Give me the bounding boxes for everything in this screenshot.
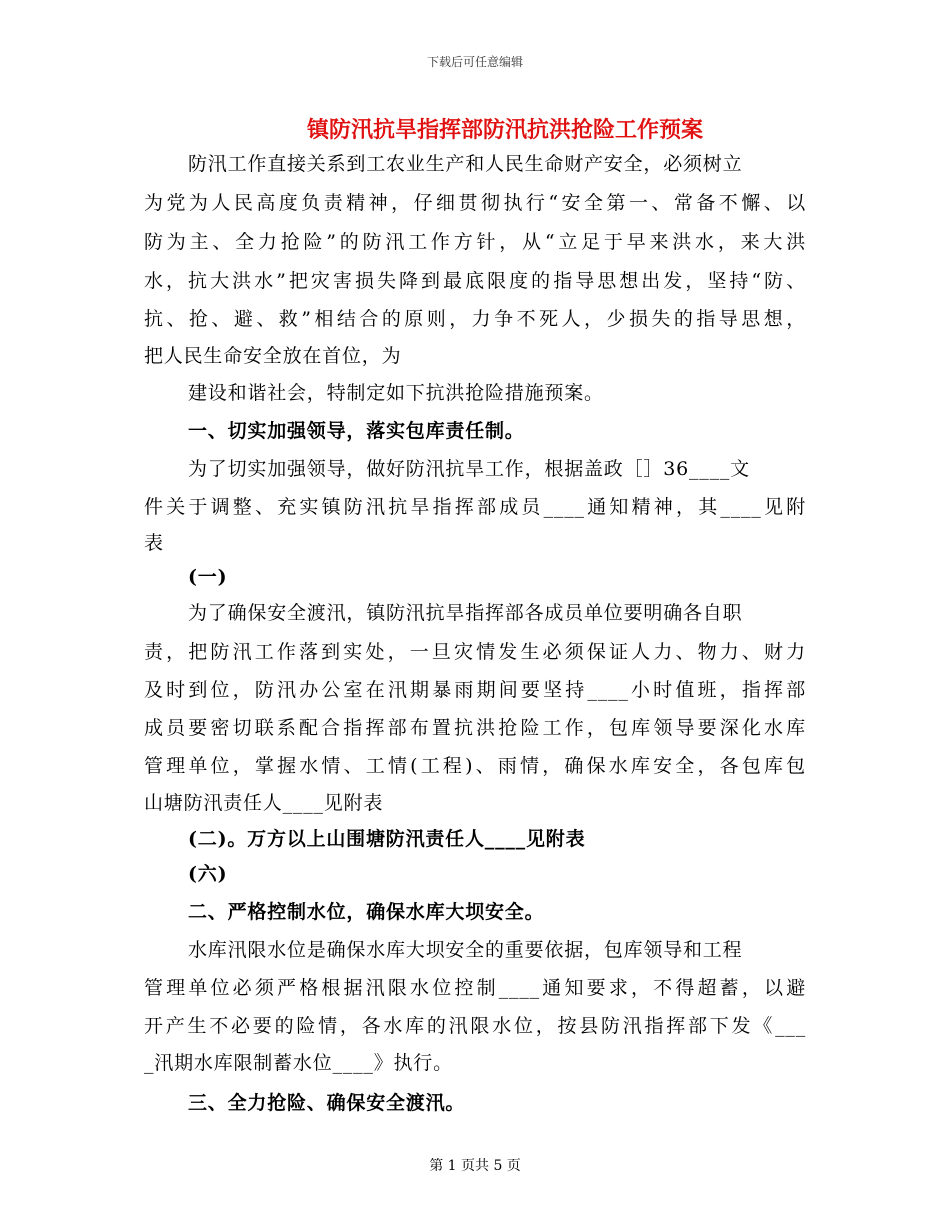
section-heading: 三、全力抢险、确保安全渡汛。 bbox=[188, 1092, 466, 1114]
section-heading: 一、切实加强领导，落实包库责任制。 bbox=[188, 420, 525, 442]
paragraph-line: 成员要密切联系配合指挥部布置抗洪抢险工作，包库领导要深化水库 bbox=[144, 717, 806, 739]
paragraph-line: 抗、抢、避、救”相结合的原则，力争不死人，少损失的指导思想， bbox=[144, 308, 806, 330]
paragraph-line: 把人民生命安全放在首位，为 bbox=[144, 345, 402, 367]
paragraph-line: 防汛工作直接关系到工农业生产和人民生命财产安全，必须树立 bbox=[188, 153, 743, 175]
paragraph-line: 为了切实加强领导，做好防汛抗旱工作，根据盖政［］36____文 bbox=[188, 458, 750, 480]
paragraph-line: 水库汛限水位是确保水库大坝安全的重要依据，包库领导和工程 bbox=[188, 939, 743, 961]
subsection-heading: (二)。万方以上山围塘防汛责任人____见附表 bbox=[188, 828, 586, 850]
paragraph-line: _汛期水库限制蓄水位____》执行。 bbox=[144, 1052, 453, 1074]
page-header: 下载后可任意编辑 bbox=[426, 55, 523, 69]
paragraph-line: 开产生不必要的险情，各水库的汛限水位，按县防汛指挥部下发《___ bbox=[144, 1015, 806, 1037]
paragraph-line: 建设和谐社会，特制定如下抗洪抢险措施预案。 bbox=[188, 382, 604, 404]
page-footer: 第 1 页共 5 页 bbox=[429, 1158, 521, 1174]
document-title: 镇防汛抗旱指挥部防汛抗洪抢险工作预案 bbox=[306, 117, 703, 143]
paragraph-line: 责，把防汛工作落到实处，一旦灾情发生必须保证人力、物力、财力 bbox=[144, 641, 806, 663]
paragraph-line: 及时到位，防汛办公室在汛期暴雨期间要坚持____小时值班，指挥部 bbox=[144, 679, 806, 701]
paragraph-line: 表 bbox=[144, 532, 164, 554]
paragraph-line: 管理单位，掌握水情、工情(工程)、雨情，确保水库安全，各包库包 bbox=[144, 755, 806, 777]
paragraph-line: 为了确保安全渡汛，镇防汛抗旱指挥部各成员单位要明确各自职 bbox=[188, 602, 743, 624]
paragraph-line: 管理单位必须严格根据汛限水位控制____通知要求，不得超蓄，以避 bbox=[144, 977, 806, 999]
paragraph-line: 为党为人民高度负责精神，仔细贯彻执行“安全第一、常备不懈、以 bbox=[144, 192, 806, 214]
subsection-marker: (六) bbox=[188, 863, 228, 885]
subsection-marker: (一) bbox=[188, 566, 228, 588]
paragraph-line: 防为主、全力抢险”的防汛工作方针，从“立足于早来洪水，来大洪 bbox=[144, 231, 806, 253]
paragraph-line: 山塘防汛责任人____见附表 bbox=[144, 792, 384, 814]
paragraph-line: 件关于调整、充实镇防汛抗旱指挥部成员____通知精神，其____见附 bbox=[144, 496, 806, 518]
section-heading: 二、严格控制水位，确保水库大坝安全。 bbox=[188, 901, 545, 923]
paragraph-line: 水，抗大洪水”把灾害损失降到最底限度的指导思想出发，坚持“防、 bbox=[144, 270, 806, 292]
